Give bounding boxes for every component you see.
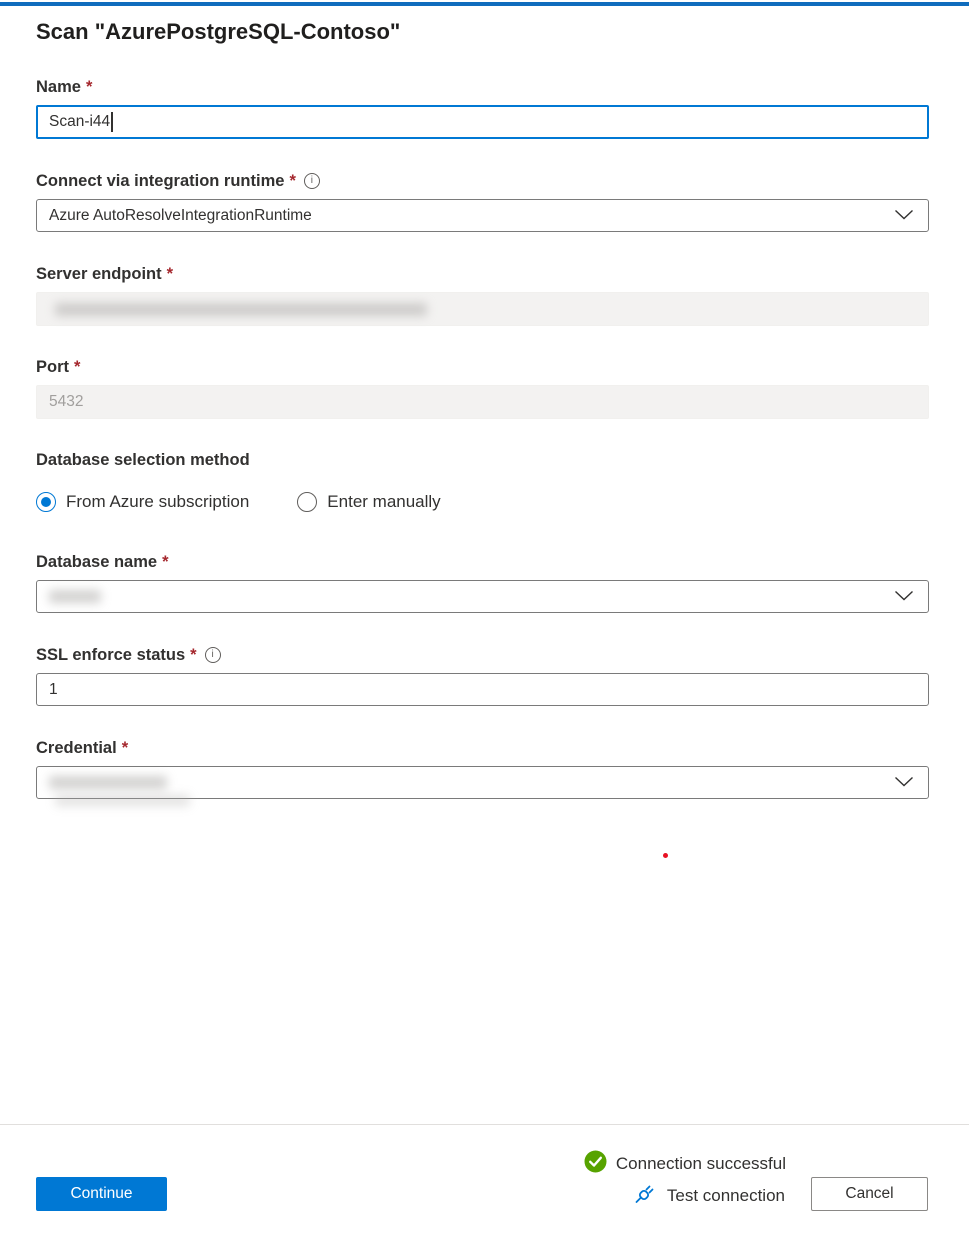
database-name-dropdown[interactable] <box>36 580 929 613</box>
ssl-enforce-label: SSL enforce status * i <box>36 644 929 666</box>
redacted-value <box>49 776 167 789</box>
ssl-enforce-value: 1 <box>49 680 58 698</box>
db-selection-label: Database selection method <box>36 451 250 469</box>
db-selection-radio-group <box>36 488 929 516</box>
port-input <box>36 385 929 419</box>
redacted-value <box>49 590 101 603</box>
continue-button[interactable]: Continue <box>36 1177 167 1211</box>
integration-runtime-dropdown[interactable] <box>36 199 929 232</box>
server-endpoint-label: Server endpoint * <box>36 265 174 283</box>
text-caret <box>111 112 113 132</box>
form-content <box>36 6 929 799</box>
radio-from-azure-subscription[interactable] <box>36 492 249 512</box>
plug-icon <box>632 1181 657 1211</box>
footer-divider <box>0 1124 969 1125</box>
credential-dropdown[interactable] <box>36 766 929 799</box>
credential-label: Credential * <box>36 739 129 757</box>
radio-selected-icon <box>36 492 56 512</box>
chevron-down-icon <box>894 588 914 606</box>
chevron-down-icon <box>894 774 914 792</box>
integration-runtime-label: Connect via integration runtime * i <box>36 170 929 192</box>
success-check-icon <box>584 1150 607 1178</box>
required-asterisk: * <box>166 265 174 283</box>
radio-unselected-icon <box>297 492 317 512</box>
redacted-value <box>55 795 190 806</box>
info-icon[interactable]: i <box>304 173 320 189</box>
radio-label: Enter manually <box>327 492 441 511</box>
port-value: 5432 <box>49 393 84 410</box>
port-label: Port * <box>36 358 81 376</box>
ssl-enforce-input[interactable] <box>36 673 929 706</box>
page-title: Scan "AzurePostgreSQL-Contoso" <box>36 19 401 44</box>
integration-runtime-value: Azure AutoResolveIntegrationRuntime <box>49 206 312 224</box>
cancel-button[interactable]: Cancel <box>811 1177 928 1211</box>
required-asterisk: * <box>85 78 93 96</box>
radio-label: From Azure subscription <box>66 492 250 511</box>
required-asterisk: * <box>289 172 296 190</box>
name-input-value: Scan-i44 <box>49 113 111 130</box>
info-icon[interactable]: i <box>205 647 221 663</box>
redacted-value <box>55 303 427 316</box>
server-endpoint-input <box>36 292 929 326</box>
required-asterisk: * <box>74 358 81 376</box>
database-name-label: Database name * <box>36 553 169 571</box>
connection-status <box>584 1150 786 1178</box>
connection-status-text: Connection successful <box>615 1154 786 1173</box>
red-dot-marker <box>663 853 668 858</box>
test-connection-label: Test connection <box>666 1186 785 1205</box>
chevron-down-icon <box>894 207 914 225</box>
test-connection-button[interactable] <box>632 1181 785 1211</box>
required-asterisk: * <box>162 553 169 571</box>
name-label: Name * <box>36 78 93 96</box>
name-input[interactable] <box>36 105 929 139</box>
required-asterisk: * <box>121 739 129 757</box>
required-asterisk: * <box>190 646 197 664</box>
radio-enter-manually[interactable] <box>297 492 440 512</box>
